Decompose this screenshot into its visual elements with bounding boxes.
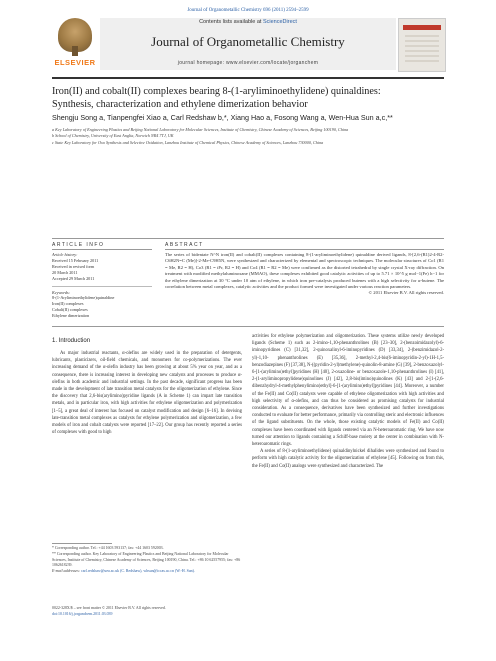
publisher-logo-text: ELSEVIER (54, 58, 96, 67)
journal-cover-thumbnail (398, 18, 446, 72)
info-divider (52, 282, 152, 287)
affiliations (52, 127, 444, 146)
info-top-rule (52, 238, 444, 239)
affiliation-b: b School of Chemistry, University of East Anglia, Norwich NR4 7TJ, UK (52, 133, 174, 139)
issn-line: 0022-328X/$ – see front matter © 2011 Elsevier B.V. All rights reserved. (52, 606, 166, 610)
abstract-body (165, 252, 444, 297)
article-title-line2: Synthesis, characterization and ethylene dimerization behavior (52, 98, 308, 110)
info-sub-rule (52, 249, 152, 250)
history-line: Accepted 29 March 2011 (52, 275, 95, 281)
cover-lines (405, 35, 439, 65)
footnote-emails (52, 569, 242, 575)
intro-paragraph-1: As major industrial reactants, α-olefins are widely used in the preparation of detergents, lubricants, plasticizers, oil-field chemicals, and monomers for co-polymerizations. The ever increasing demand of the α-olefin industry has been growing at about 5% year on year, and as a consequence, there is increasing interest in developing new catalysts and processes to produce α-olefins in both academic and industrial settings. In the past decade, significant progress has been made in the development of late transition metal catalysts for the oligomerization of ethylene. Since the discovery that 2,6-bis(arylimino)pyridine ligands (A in Scheme 1) can impart late transition metals, and in particular iron, with high activities for ethylene oligomerization and polymerization [1–5], a great deal of interest has focused on catalyst modification and design [6–16]. In devising late-transition metal complexes as catalysts for ethylene polymerization and oligomerization, a few models of iron and cobalt catalysts were reported [17–22]. Our group has recently reported a series of complexes with good to high (52, 351, 242, 436)
abstract-sub-rule (165, 249, 444, 250)
keyword: 8-(1-Aryliminoethylidene)quinaldine (52, 295, 115, 301)
footnote-corresponding-1: * Corresponding author. Tel.: +44 1603 593137; fax: +44 1603 592003. (52, 546, 164, 550)
affiliation-c: c State Key Laboratory for Oxo Synthesis and Selective Oxidation, Lanzhou Institute of Chemical Physics, Chinese Academy of Sciences, Lanzhou 730000, China (52, 139, 324, 145)
author-list: Shengju Song a, Tianpengfei Xiao a, Carl Redshaw b,*, Xiang Hao a, Fosong Wang a, Wen-Hua Sun a,c,** (52, 113, 393, 122)
intro-paragraph-2: activities for ethylene polymerization and oligomerization. These systems utilize newly developed ligands (Scheme 1) such as 2-imino-1,10-phenanthrolines (B) [23–30], 2-(benzoimidazolyl)-6-iminopyridines (C) [31,32], 2-quinoxalinyl-6-iminopyridines (D) [33,34], 2-(benzimidazol-2-yl)-1,10- phenanthrolines (E) [35,36], 2-methyl-2,4-bis(6-iminopyridin-2-yl)-1H-1,5- benzodiazepines (F) [37,38], N-((pyridin-2-yl)methylene)-quinolin-8-amine (G) [39], 2-benzoxazolyl-6-[1-(arylimino)ethyl]pyridines (H) [40], 2-oxazoline- or benzoxazole-1,10-phenanthrolines (I) [41], 2-(1-aryliminopropylidene)quinolines (J) [42], 2,8-bis(imino)quinolines (K) [43] and 2-[1-(2,6-dibenzhydryl-4-methylphenylimino)ethyl]-6-[1-(arylimino)ethyl]pyridines [44]. Moreover, a number of the Fe(II) and Co(II) catalysts were capable of ethylene oligomerization with high activities and high selectivity of α-olefins, and can thus be considered as promising catalysts for industrial consideration. As a consequence, derivatives have been synthesized and further investigations conducted to evaluate for better performance, primarily via controlling steric and electronic influences of the ligand substituents. On the whole, those existing catalytic models of Fe(II) and Co(II) complexes have been coordinated with ligands centered via an N-heteroaromatic ring. We have now turned our attention to ligands containing a Schiff-base moiety at the center in combination with N-heteroaromatic rings. (252, 334, 444, 448)
abstract-heading: ABSTRACT (165, 242, 204, 248)
intro-paragraph-3: A series of 8-(1-aryliminoethylidene) quinaldinylnickel dihalides were synthesized and found to perform with high catalytic activity for the oligomerization of ethylene [45]. Following on from this, the Fe(II) and Co(II) analogs were synthesized and characterized. The (252, 449, 444, 469)
abstract-copyright: © 2011 Elsevier B.V. All rights reserved. (368, 290, 444, 296)
article-title (52, 86, 444, 111)
introduction-heading: 1. Introduction (52, 338, 91, 344)
history-line: Received 15 February 2011 (52, 257, 99, 263)
journal-title: Journal of Organometallic Chemistry (151, 34, 345, 49)
email-addresses[interactable]: carl.redshaw@uea.ac.uk (C. Redshaw), whsun@iccas.ac.cn (W.-H. Sun). (81, 569, 195, 574)
body-column-left (52, 350, 242, 436)
contents-prefix: Contents lists available at (199, 19, 263, 25)
elsevier-logo (52, 18, 98, 68)
front-matter (52, 606, 242, 618)
article-info (52, 252, 152, 319)
abstract-bottom-rule (52, 326, 444, 327)
article-info-heading: ARTICLE INFO (52, 242, 105, 248)
sciencedirect-link[interactable]: ScienceDirect (262, 19, 297, 25)
email-label: E-mail addresses: (52, 569, 82, 574)
tree-trunk (72, 46, 78, 56)
keyword: Iron(II) complexes (52, 301, 84, 307)
journal-homepage[interactable]: journal homepage: www.elsevier.com/locate/jorganchem (177, 60, 319, 66)
article-title-line1: Iron(II) and cobalt(II) complexes bearing 8-(1-aryliminoethylidene) quinaldines: (52, 86, 381, 97)
doi-link[interactable]: doi:10.1016/j.jorganchem.2011.03.039 (52, 611, 113, 616)
contents-line (100, 19, 396, 25)
footnote-rule (52, 543, 112, 544)
history-label: Article history: (52, 252, 78, 257)
body-column-right (252, 333, 444, 470)
abstract-text: The series of bidentate N^N iron(II) and cobalt(II) complexes containing 8-(1-aryliminoethylidene) quinaldine derived ligands, 8-[2,6-(R1)2-4-R2-C6H2N=C (Me)]-2-Me-C9H5N, were synthesized and characterized by elemental and spectroscopic techniques. The molecular structures of Co1 (R1 = Me, R2 = H), Co3 (R1 = iPr, R2 = H) and Co4 (R1 = R2 = Me) were confirmed as the distorted tetrahedral by single crystal X-ray diffraction. On treatment with modified methylaluminoxane (MMAO), these complexes exhibited good catalytic activities of up to 5.71 × 10^5 g mol−1(Fe) h−1 for the ethylene dimerization at 30 °C under 10 atm of ethylene, in which iron pre-catalysts produced butenes with a high selectivity for α-butene. The correlation between metal complexes, catalytic activities and the product formed were investigated under various reaction parameters. (165, 252, 444, 290)
history-line: 20 March 2011 (52, 269, 78, 275)
header-rule (52, 77, 444, 79)
keywords-label: Keywords: (52, 289, 70, 295)
keyword: Ethylene dimerization (52, 313, 90, 319)
affiliation-a: a Key Laboratory of Engineering Plastics and Beijing National Laboratory for Molecular Sciences, Institute of Chemistry, Chinese Academy of Sciences, Beijing 100190, China (52, 127, 349, 132)
footnotes (52, 546, 242, 575)
history-line: Received in revised form (52, 263, 95, 269)
keyword: Cobalt(II) complexes (52, 307, 88, 313)
footnote-corresponding-2: ** Corresponding author. Key Laboratory of Engineering Plastics and Beijing National Laboratory for Molecular Sciences, Institute of Chemistry, Chinese Academy of Sciences, Beijing 100190, China. Tel.: +86 10 62557955; fax: +86 1062618239. (52, 551, 241, 568)
cover-band (403, 25, 441, 30)
journal-reference: Journal of Organometallic Chemistry 696 (2011) 2594–2599 (187, 8, 309, 13)
